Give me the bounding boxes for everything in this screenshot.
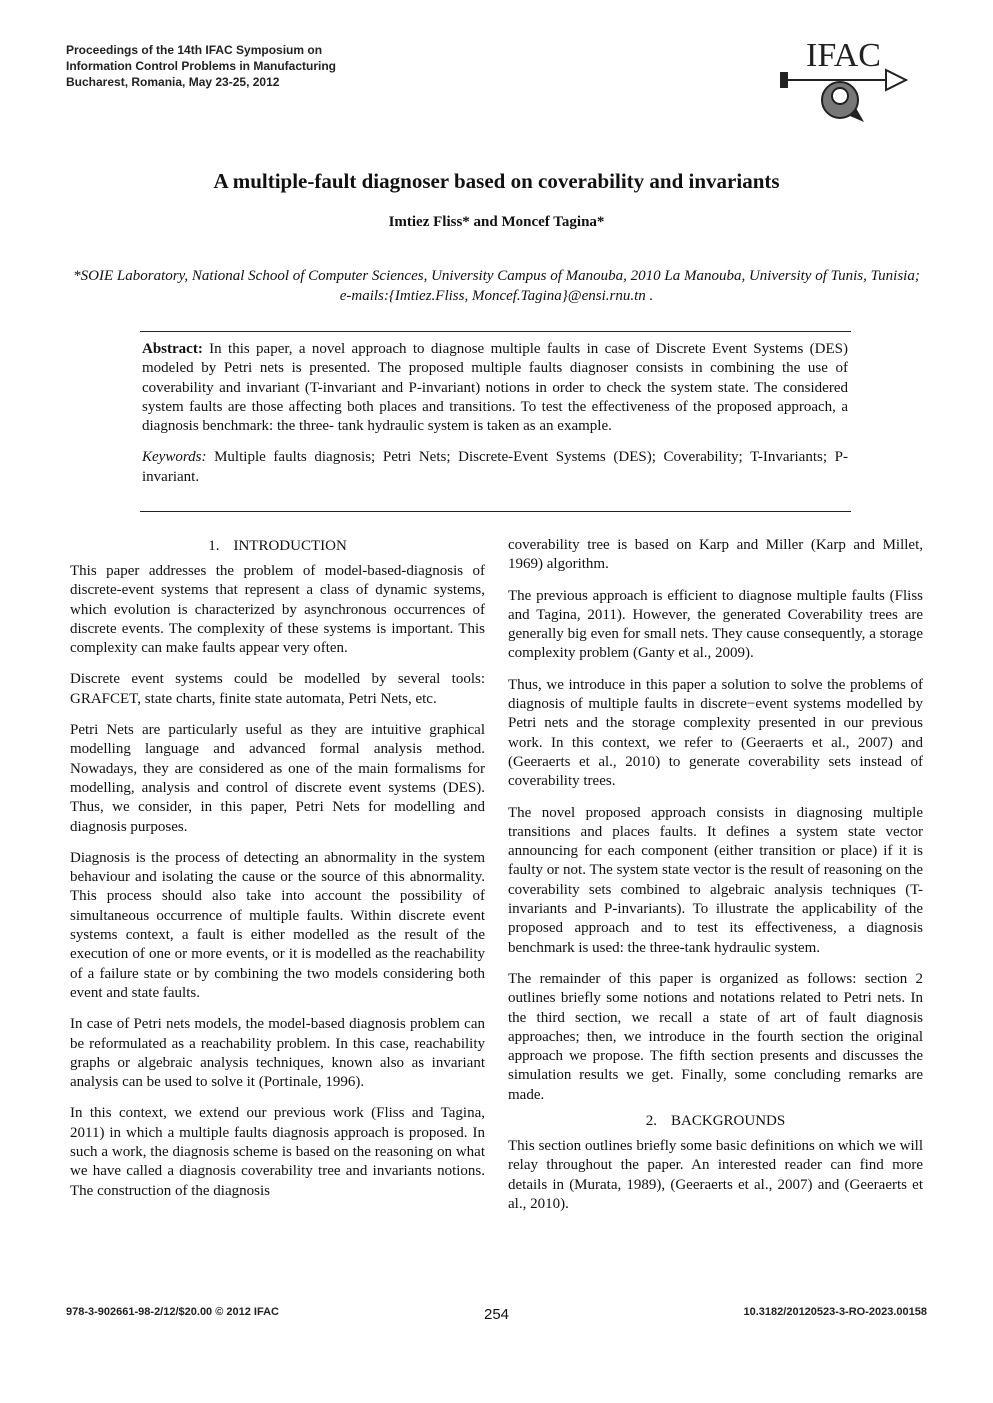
left-column: [70, 536, 485, 1213]
abstract-label: Abstract:: [142, 341, 203, 357]
section-number: 1.: [208, 538, 220, 554]
abstract-text: In this paper, a novel approach to diagnose multiple faults in case of Discrete Event Systems (DES) modeled by Petri nets is presented. The proposed multiple faults diagnoser consists in combining the use of coverability and invariant (T-invariant and P-invariant) notions in order to check the system state. The considered system faults are those affecting both places and transitions. To test the effectiveness of the proposed approach, a diagnosis benchmark: the three- tank hydraulic system is taken as an example.: [142, 341, 848, 435]
section-heading-backgrounds: [508, 1111, 923, 1131]
section-number: 2.: [645, 1113, 658, 1130]
page-number: 254: [483, 1306, 510, 1323]
proceedings-line: Bucharest, Romania, May 23-25, 2012: [66, 75, 280, 89]
paper-title: A multiple-fault diagnoser based on coverability and invariants: [213, 169, 780, 193]
footer-doi: 10.3182/20120523-3-RO-2023.00158: [743, 1306, 927, 1318]
body-paragraph: The novel proposed approach consists in diagnosing multiple transitions and places faults. It defines a system state vector announcing for each component (either transition or place) if it is faulty or not. The system state vector is the result of reasoning on the coverability sets combined to algebraic analysis techniques (T-invariants and P-invariants). To illustrate the applicability of the proposed approach and to test its effectiveness, a diagnosis benchmark is used: the three-tank hydraulic system.: [508, 804, 923, 956]
body-paragraph: In case of Petri nets models, the model-based diagnosis problem can be reformulated as a reachability problem. In this case, reachability graphs or algebraic analysis techniques, known also as invariant analysis can be used to solve it (Portinale, 1996).: [70, 1016, 485, 1091]
abstract-top-rule: [140, 331, 851, 332]
section-heading-introduction: [70, 536, 485, 556]
proceedings-line: Information Control Problems in Manufacturing: [66, 59, 336, 73]
keywords-text: Multiple faults diagnosis; Petri Nets; Discrete-Event Systems (DES); Coverability; T-Invariants; P-invariant.: [142, 449, 848, 485]
right-column: [508, 536, 923, 1226]
ifac-logo-text: IFAC: [806, 37, 881, 74]
body-paragraph: coverability tree is based on Karp and Miller (Karp and Millet, 1969) algorithm.: [508, 537, 923, 573]
affiliation: *SOIE Laboratory, National School of Computer Sciences, University Campus of Manouba, 2010 La Manouba, University of Tunis, Tunisia; e-mails:{Imtiez.Fliss, Moncef.Tagina}@ensi.rnu.tn .: [73, 268, 920, 304]
body-paragraph: The remainder of this paper is organized as follows: section 2 outlines briefly some notions and notations related to Petri nets. In the third section, we recall a state of art of fault diagnosis approaches; then, we introduce in the fourth section the original approach we propose. The fifth section presents and discusses the simulation results we get. Finally, some concluding remarks are made.: [508, 970, 923, 1103]
abstract-box: [142, 340, 848, 487]
section-title: BACKGROUNDS: [671, 1113, 786, 1130]
authors: Imtiez Fliss* and Moncef Tagina*: [388, 214, 605, 230]
body-paragraph: Thus, we introduce in this paper a solution to solve the problems of diagnosis of multiple faults in discrete−event systems modelled by Petri nets and the storage complexity presented in our previous work. In this context, we refer to (Geeraerts et al., 2007) and (Geeraerts et al., 2010) to generate coverability sets instead of coverability trees.: [508, 676, 923, 790]
section-title: INTRODUCTION: [233, 538, 347, 554]
abstract-paragraph: [142, 340, 848, 436]
proceedings-header: [66, 42, 486, 90]
abstract-bottom-rule: [140, 511, 851, 512]
body-paragraph: Discrete event systems could be modelled by several tools: GRAFCET, state charts, finite state automata, Petri Nets, etc.: [70, 671, 485, 707]
body-paragraph: This paper addresses the problem of model-based-diagnosis of discrete-event systems that represent a class of dynamic systems, which evolution is characterized by asynchronous occurrences of discrete events. The complexity of these systems is important. This complexity can make faults appear very often.: [70, 563, 485, 657]
body-paragraph: The previous approach is efficient to diagnose multiple faults (Fliss and Tagina, 2011). However, the generated Coverability trees are generally big even for small nets. They cause consequently, a storage complexity problem (Ganty et al., 2009).: [508, 587, 923, 662]
body-paragraph: This section outlines briefly some basic definitions on which we will relay throughout the paper. An interested reader can find more details in (Murata, 1989), (Geeraerts et al., 2007) and (Geeraerts et al., 2010).: [508, 1138, 923, 1212]
body-paragraph: Petri Nets are particularly useful as they are intuitive graphical modelling language and advanced formal analysis method. Nowadays, they are considered as one of the main formalisms for modelling, analysis and control of discrete event systems (DES). Thus, we consider, in this paper, Petri Nets for modelling and diagnosis purposes.: [70, 722, 485, 835]
footer-isbn: 978-3-902661-98-2/12/$20.00 © 2012 IFAC: [66, 1306, 279, 1318]
ifac-logo: [776, 36, 911, 126]
proceedings-line: Proceedings of the 14th IFAC Symposium on: [66, 43, 323, 57]
body-paragraph: In this context, we extend our previous work (Fliss and Tagina, 2011) in which a multiple faults diagnosis approach is proposed. In such a work, the diagnosis scheme is based on the reasoning on what we have called a diagnosis coverability tree and invariants notions. The construction of the diagnosis: [70, 1105, 485, 1199]
keywords-paragraph: [142, 448, 848, 487]
keywords-label: Keywords:: [142, 449, 207, 466]
body-paragraph: Diagnosis is the process of detecting an abnormality in the system behaviour and isolating the cause or the source of this abnormality. This process should also take into account the possibility of simultaneous occurrence of multiple faults. Within discrete event systems context, a fault is either modelled as the result of the execution of one or more events, or it is modelled as the reachability of a failure state or by combining the two models considering both event and state faults.: [70, 849, 485, 1001]
